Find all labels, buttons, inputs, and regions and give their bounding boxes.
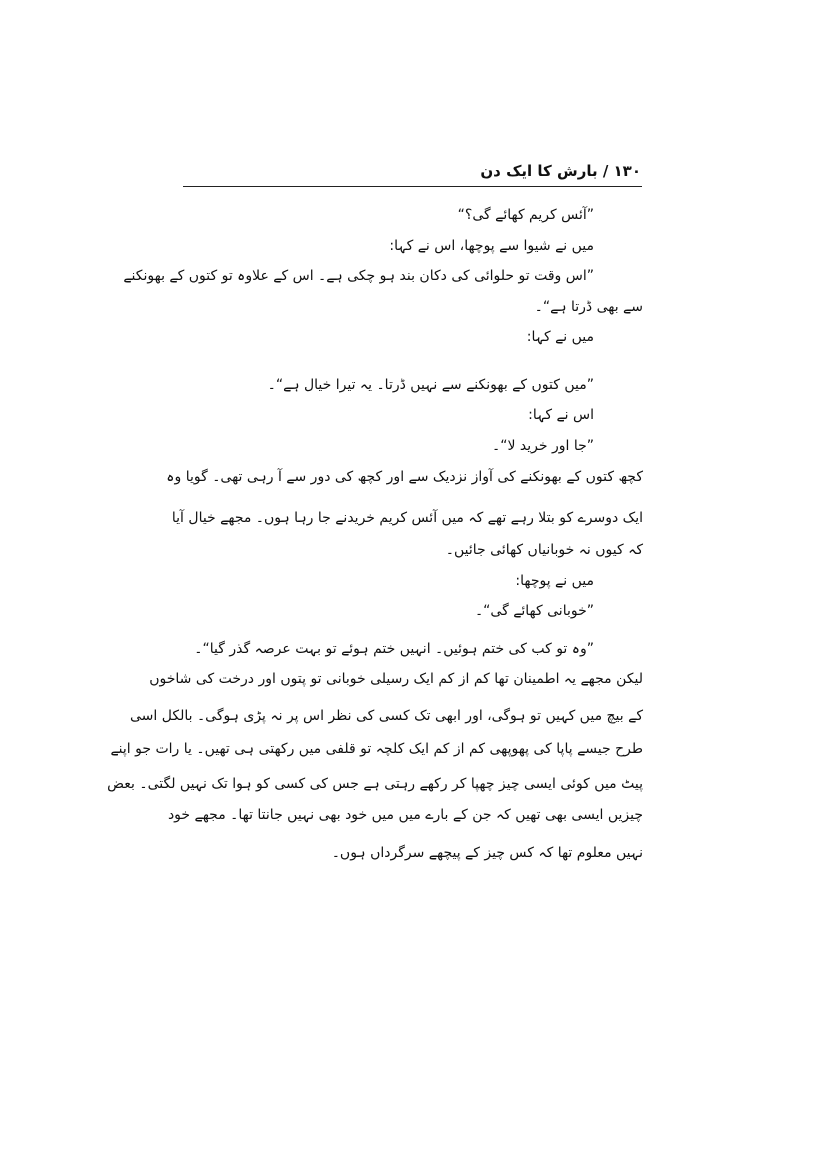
text-line: ”آئس کریم کھائے گی؟“	[457, 207, 594, 223]
text-line: نہیں معلوم تھا کہ کس چیز کے پیچھے سرگرداں ہوں۔	[331, 845, 643, 861]
text-line: میں نے شیوا سے پوچھا، اس نے کہا:	[389, 238, 594, 254]
text-line: میں نے پوچھا:	[515, 573, 594, 589]
text-line: میں نے کہا:	[526, 329, 594, 345]
text-line: ”خوبانی کھائے گی“۔	[474, 603, 594, 619]
text-line: کے بیچ میں کہیں تو ہوگی، اور ابھی تک کسی کی نظر اس پر نہ پڑی ہوگی۔ بالکل اسی	[130, 708, 643, 724]
header-rule	[183, 186, 642, 187]
text-line: کچھ کتوں کے بھونکنے کی آواز نزدیک سے اور کچھ کی دور سے آ رہی تھی۔ گویا وہ	[166, 469, 643, 485]
text-line: پیٹ میں کوئی ایسی چیز چھپا کر رکھے رہتی ہے جس کی کسی کو ہوا تک نہیں لگتی۔ بعض	[107, 776, 643, 792]
text-line: کہ کیوں نہ خوبانیاں کھائی جائیں۔	[445, 542, 643, 558]
text-line: اس نے کہا:	[528, 407, 594, 423]
text-line: ”اس وقت تو حلوائی کی دکان بند ہو چکی ہے۔ اس کے علاوہ تو کتوں کے بھونکنے	[123, 268, 594, 284]
text-line: لیکن مجھے یہ اطمینان تھا کم از کم ایک رسیلی خوبانی تو پتوں اور درخت کی شاخوں	[149, 671, 643, 687]
text-line: چیزیں ایسی بھی تھیں کہ جن کے بارے میں میں خود بھی نہیں جانتا تھا۔ مجھے خود	[167, 807, 643, 823]
text-line: ”وہ تو کب کی ختم ہوئیں۔ انہیں ختم ہوئے تو بہت عرصہ گذر گیا“۔	[194, 641, 594, 657]
text-line: ایک دوسرے کو بتلا رہے تھے کہ میں آئس کریم خریدنے جا رہا ہوں۔ مجھے خیال آیا	[171, 510, 643, 526]
running-header: ۱۳۰ / بارش کا ایک دن	[480, 162, 641, 180]
text-line: ”جا اور خرید لا“۔	[492, 438, 594, 454]
text-line: طرح جیسے پاپا کی پھوپھی کم از کم ایک کلچہ تو قلفی میں رکھتی ہی تھیں۔ یا رات جو اپنے	[110, 741, 643, 757]
text-line: سے بھی ڈرتا ہے“۔	[534, 299, 643, 315]
text-line: ”میں کتوں کے بھونکنے سے نہیں ڈرتا۔ یہ تیرا خیال ہے“۔	[267, 377, 594, 393]
